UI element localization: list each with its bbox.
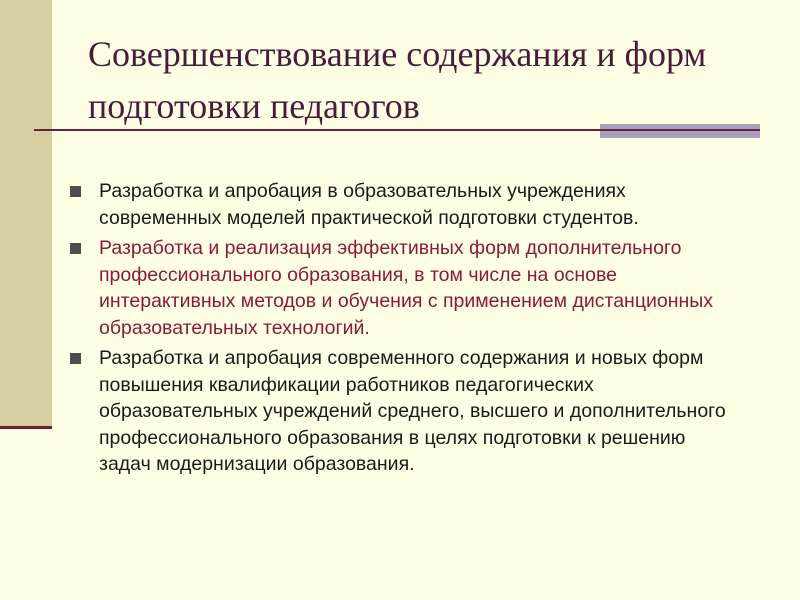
- slide-title: Совершенствование содержания и форм подготовки педагогов: [88, 34, 707, 126]
- title-divider: [34, 129, 600, 131]
- square-bullet-icon: [70, 243, 81, 254]
- square-bullet-icon: [70, 186, 81, 197]
- bullet-text: Разработка и апробация в образовательных учреждениях современных моделей практической подготовки студентов.: [99, 180, 639, 229]
- bullet-item: [70, 345, 740, 478]
- bullet-list: [70, 178, 740, 482]
- bullet-item: [70, 235, 740, 341]
- left-decor-bar: [0, 0, 52, 426]
- bullet-text: Разработка и реализация эффективных форм дополнительного профессионального образования, в том числе на основе интерактивных методов и обучения с применением дистанционных образовательных технологий.: [99, 237, 714, 339]
- left-decor-underline: [0, 426, 52, 429]
- title-accent-line: [600, 129, 760, 131]
- square-bullet-icon: [70, 353, 81, 364]
- title-accent-block: [600, 124, 760, 138]
- bullet-text: Разработка и апробация современного содержания и новых форм повышения квалификации работников педагогических образовательных учреждений среднего, высшего и дополнительного профессионального образования в целях подготовки к решению задач модернизации образования.: [99, 347, 726, 475]
- bullet-item: [70, 178, 740, 231]
